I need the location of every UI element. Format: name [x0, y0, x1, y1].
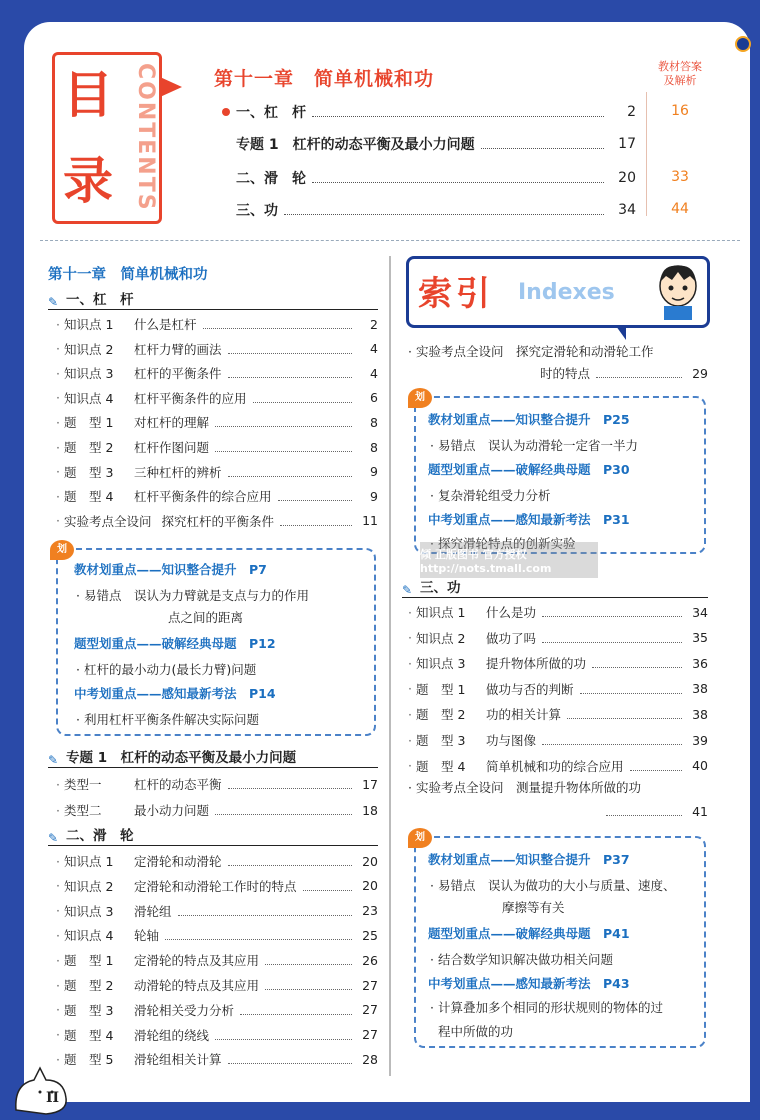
list-item[interactable]: [56, 799, 378, 821]
bullet-dot: ·: [56, 439, 60, 455]
item-kind: 知识点 1: [415, 605, 466, 620]
item-kind: 题 型 3: [63, 464, 114, 480]
box-text: 程中所做的功: [438, 1024, 514, 1039]
item-title: 滑轮相关受力分析: [133, 1002, 234, 1018]
item-kind: 题 型 1: [63, 953, 114, 969]
answers-header: [650, 60, 710, 88]
item-page: 25: [362, 927, 378, 943]
bullet-icon: [222, 108, 230, 116]
section-rule: [40, 240, 740, 241]
item-title: 什么是杠杆: [133, 317, 197, 332]
bullet-dot: ·: [56, 927, 60, 943]
highlight-tag: 划: [408, 388, 432, 408]
list-item[interactable]: [56, 1048, 378, 1070]
item-kind: 题 型 5: [63, 1052, 114, 1068]
item-page: 38: [692, 681, 708, 697]
bullet-dot: ·: [56, 853, 60, 869]
bullet-dot: ·: [408, 732, 412, 748]
item-page: 17: [362, 776, 378, 792]
toc-label: 专题 1 杠杆的动态平衡及最小力问题: [236, 137, 475, 153]
toc-row-topic1[interactable]: [236, 132, 636, 156]
list-item[interactable]: [56, 411, 378, 433]
item-title: 什么是功: [485, 605, 536, 620]
column-divider: [389, 256, 391, 1076]
item-kind: 题 型 4: [63, 489, 114, 505]
list-item[interactable]: [408, 729, 708, 751]
section-pulley-heading: [48, 826, 378, 846]
bullet-dot: ·: [56, 414, 60, 430]
item-kind: 知识点 3: [63, 366, 114, 382]
list-item[interactable]: [408, 755, 708, 777]
experiment-row-work[interactable]: [408, 776, 708, 798]
item-kind: 知识点 1: [63, 854, 114, 869]
bullet-dot: ·: [408, 630, 412, 646]
item-page: 20: [362, 878, 378, 894]
item-kind: 知识点 2: [415, 630, 466, 646]
answer-page[interactable]: 16: [671, 103, 689, 119]
box-text: · 易错点 误认为做功的大小与质量、速度、: [430, 878, 676, 893]
watermark: [420, 542, 598, 578]
list-item[interactable]: [56, 773, 378, 795]
toc-row-lever[interactable]: [236, 100, 636, 124]
experiment-row-pulley[interactable]: [408, 340, 708, 362]
section-label: 二、滑 轮: [66, 827, 134, 844]
bullet-dot: ·: [56, 1051, 60, 1067]
section-work-heading: [402, 578, 708, 598]
answers-header-line-1: 教材答案: [658, 60, 702, 73]
item-kind: 知识点 3: [63, 903, 114, 919]
item-page: 39: [692, 732, 708, 748]
list-item[interactable]: [56, 974, 378, 996]
item-title: 定滑轮的特点及其应用: [133, 953, 259, 969]
item-page: 27: [362, 977, 378, 993]
page-number: II: [46, 1090, 60, 1106]
box-text: · 易错点 误认为力臂就是支点与力的作用: [76, 588, 309, 603]
bullet-dot: ·: [56, 802, 60, 818]
answer-page[interactable]: 44: [671, 201, 689, 217]
bullet-dot: ·: [56, 513, 60, 529]
item-kind: 题 型 4: [415, 758, 466, 774]
item-page: 26: [362, 952, 378, 968]
list-item[interactable]: [408, 678, 708, 700]
bubble-tail: [616, 326, 626, 340]
item-title: 功的相关计算: [485, 707, 561, 723]
highlight-box-pulley: [414, 392, 706, 554]
bullet-dot: ·: [56, 1002, 60, 1018]
item-kind: 知识点 4: [63, 390, 114, 406]
box-text: · 结合数学知识解决做功相关问题: [430, 952, 613, 967]
section-label: 三、功: [420, 579, 461, 596]
toc-row-work[interactable]: [236, 198, 636, 222]
item-kind: 知识点 2: [63, 878, 114, 894]
item-title: 三种杠杆的辨析: [133, 464, 222, 480]
bullet-dot: ·: [56, 1027, 60, 1043]
item-kind: 实验考点全设问: [63, 513, 152, 529]
box-heading[interactable]: 中考划重点——感知最新考法 P31: [428, 512, 630, 527]
toc-page: 20: [618, 170, 636, 186]
item-page: 4: [370, 365, 378, 381]
logo-char-2: 录: [63, 152, 113, 210]
list-item[interactable]: [56, 1024, 378, 1046]
item-title: 对杠杆的理解: [133, 415, 209, 431]
item-page: 34: [692, 604, 708, 620]
bullet-dot: ·: [56, 365, 60, 381]
logo-tail: [160, 77, 182, 97]
pen-icon: ✎: [48, 830, 59, 845]
answers-divider: [646, 92, 647, 216]
answer-page[interactable]: 33: [671, 169, 689, 185]
toc-page: 2: [627, 104, 636, 120]
item-kind: 题 型 1: [415, 681, 466, 697]
item-title: 动滑轮的特点及其应用: [133, 978, 259, 993]
bullet-dot: ·: [408, 706, 412, 722]
list-item[interactable]: [56, 387, 378, 409]
box-heading[interactable]: 中考划重点——感知最新考法 P14: [74, 686, 276, 701]
box-text: · 复杂滑轮组受力分析: [430, 488, 551, 503]
bullet-dot: ·: [56, 977, 60, 993]
pen-icon: ✎: [48, 294, 59, 309]
item-kind: 知识点 4: [63, 928, 114, 944]
pen-icon: ✎: [402, 582, 413, 597]
list-item[interactable]: [56, 461, 378, 483]
list-item[interactable]: [56, 850, 378, 872]
box-text: 点之间的距离: [168, 610, 244, 625]
item-page: 38: [692, 706, 708, 722]
list-item[interactable]: [56, 485, 378, 507]
bullet-dot: ·: [56, 341, 60, 357]
toc-page: 34: [618, 202, 636, 218]
row-text: · 实验考点全设问 测量提升物体所做的功: [408, 780, 641, 795]
experiment-row-work-page[interactable]: [600, 800, 708, 822]
item-title: 杠杆力臂的画法: [133, 341, 222, 357]
cat-icon: [6, 1060, 86, 1116]
logo-en: CONTENTS: [133, 63, 158, 212]
item-title: 滑轮组: [133, 903, 172, 919]
item-page: 36: [692, 655, 708, 671]
item-title: 滑轮组的绕线: [133, 1027, 209, 1043]
item-kind: 题 型 1: [63, 415, 114, 431]
list-item[interactable]: [56, 875, 378, 897]
box-text: · 杠杆的最小动力(最长力臂)问题: [76, 662, 257, 677]
item-title: 做功与否的判断: [485, 681, 574, 697]
experiment-row-pulley-cont[interactable]: [540, 362, 708, 384]
left-chapter-heading: 第十一章 简单机械和功: [48, 267, 208, 283]
item-page: 11: [362, 513, 378, 529]
box-heading[interactable]: 题型划重点——破解经典母题 P41: [428, 926, 630, 941]
list-item[interactable]: [408, 627, 708, 649]
item-title: 提升物体所做的功: [485, 656, 586, 672]
item-kind: 题 型 2: [415, 707, 466, 723]
row-page: 29: [692, 365, 708, 381]
item-title: 轮轴: [133, 928, 159, 944]
row-text: 时的特点: [540, 366, 591, 381]
item-kind: 类型一: [63, 777, 102, 792]
bullet-dot: ·: [56, 776, 60, 792]
list-item[interactable]: [408, 601, 708, 623]
list-item[interactable]: [56, 510, 378, 532]
bullet-dot: ·: [408, 758, 412, 774]
box-heading[interactable]: 教材划重点——知识整合提升 P25: [428, 412, 630, 427]
item-title: 滑轮组相关计算: [133, 1052, 222, 1068]
item-title: 杠杆平衡条件的应用: [133, 390, 247, 406]
item-page: 2: [370, 316, 378, 332]
box-text: · 计算叠加多个相同的形状规则的物体的过: [430, 1000, 663, 1015]
section-label: 专题 1 杠杆的动态平衡及最小力问题: [66, 749, 297, 766]
box-text: · 易错点 误认为动滑轮一定省一半力: [430, 438, 638, 453]
list-item[interactable]: [56, 999, 378, 1021]
row-page: 41: [692, 803, 708, 819]
item-title: 最小动力问题: [133, 803, 209, 818]
section-topic1-heading: [48, 748, 378, 768]
item-page: 23: [362, 903, 378, 919]
bullet-dot: ·: [56, 316, 60, 332]
item-page: 6: [370, 390, 378, 406]
item-page: 9: [370, 464, 378, 480]
box-heading[interactable]: 题型划重点——破解经典母题 P12: [74, 636, 276, 651]
item-page: 40: [692, 758, 708, 774]
index-title: 索引: [418, 274, 494, 314]
item-page: 28: [362, 1051, 378, 1067]
list-item[interactable]: [56, 924, 378, 946]
toc-label: 二、滑 轮: [236, 171, 306, 187]
highlight-box-lever: [56, 544, 376, 736]
item-kind: 题 型 2: [63, 978, 114, 993]
bullet-dot: ·: [56, 878, 60, 894]
item-page: 8: [370, 439, 378, 455]
bullet-dot: ·: [408, 655, 412, 671]
item-kind: 题 型 4: [63, 1027, 114, 1043]
bullet-dot: ·: [408, 681, 412, 697]
item-page: 8: [370, 414, 378, 430]
list-item[interactable]: [56, 949, 378, 971]
row-text: · 实验考点全设问 探究定滑轮和动滑轮工作: [408, 344, 654, 359]
index-title-en: Indexes: [518, 280, 615, 305]
box-text: · 利用杠杆平衡条件解决实际问题: [76, 712, 259, 727]
item-title: 杠杆作图问题: [133, 440, 209, 455]
section-label: 一、杠 杆: [66, 291, 134, 308]
box-text: 摩擦等有关: [502, 900, 565, 915]
corner-dot: [735, 36, 751, 52]
highlight-box-work: [414, 832, 706, 1048]
logo-char-1: 目: [63, 66, 113, 124]
item-kind: 类型二: [63, 803, 102, 818]
item-title: 杠杆平衡条件的综合应用: [133, 489, 272, 505]
item-title: 定滑轮和动滑轮: [133, 854, 222, 869]
list-item[interactable]: [56, 313, 378, 335]
list-item[interactable]: [56, 900, 378, 922]
bullet-dot: ·: [56, 952, 60, 968]
item-title: 做功了吗: [485, 630, 536, 646]
item-page: 35: [692, 630, 708, 646]
item-title: 功与图像: [485, 733, 536, 748]
item-kind: 知识点 1: [63, 317, 114, 332]
toc-row-pulley[interactable]: [236, 166, 636, 190]
list-item[interactable]: [56, 436, 378, 458]
item-kind: 题 型 2: [63, 440, 114, 455]
box-text: · 探究滑轮特点的创新实验: [430, 536, 576, 551]
item-page: 4: [370, 341, 378, 357]
box-heading[interactable]: 教材划重点——知识整合提升 P37: [428, 852, 630, 867]
item-page: 20: [362, 853, 378, 869]
list-item[interactable]: [56, 362, 378, 384]
bullet-dot: ·: [56, 488, 60, 504]
toc-page: 17: [618, 136, 636, 152]
cartoon-boy-icon: [654, 262, 702, 320]
item-title: 简单机械和功的综合应用: [485, 758, 624, 774]
list-item[interactable]: [408, 703, 708, 725]
contents-logo: [52, 52, 162, 224]
item-page: 27: [362, 1027, 378, 1043]
highlight-tag: 划: [408, 828, 432, 848]
bullet-dot: ·: [56, 903, 60, 919]
item-title: 探究杠杆的平衡条件: [161, 513, 275, 529]
item-title: 杠杆的动态平衡: [133, 777, 222, 792]
bullet-dot: ·: [56, 390, 60, 406]
item-kind: 知识点 3: [415, 656, 466, 672]
item-page: 9: [370, 488, 378, 504]
watermark-text: 倾 正版图书 官方授权 http://nots.tmall.com: [420, 547, 552, 575]
item-title: 定滑轮和动滑轮工作时的特点: [133, 878, 297, 894]
bullet-dot: ·: [56, 464, 60, 480]
box-heading[interactable]: 题型划重点——破解经典母题 P30: [428, 462, 630, 477]
item-kind: 知识点 2: [63, 341, 114, 357]
pen-icon: ✎: [48, 752, 59, 767]
item-kind: 题 型 3: [415, 733, 466, 748]
list-item[interactable]: [56, 338, 378, 360]
answers-header-line-2: 及解析: [663, 74, 697, 87]
highlight-tag: 划: [50, 540, 74, 560]
box-heading[interactable]: 中考划重点——感知最新考法 P43: [428, 976, 630, 991]
chapter-title: 第十一章 简单机械和功: [214, 68, 435, 90]
box-heading[interactable]: 教材划重点——知识整合提升 P7: [74, 562, 267, 577]
item-page: 27: [362, 1002, 378, 1018]
item-page: 18: [362, 802, 378, 818]
section-lever-heading: [48, 290, 378, 310]
list-item[interactable]: [408, 652, 708, 674]
bullet-dot: ·: [408, 604, 412, 620]
toc-label: 一、杠 杆: [236, 105, 306, 121]
item-kind: 题 型 3: [63, 1002, 114, 1018]
toc-label: 三、功: [236, 203, 278, 219]
item-title: 杠杆的平衡条件: [133, 366, 222, 382]
